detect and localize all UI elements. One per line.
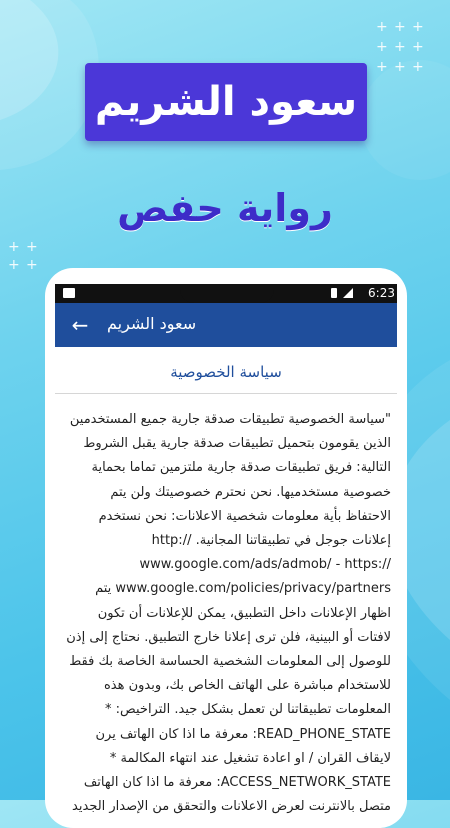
policy-text: "سياسة الخصوصية تطبيقات صدقة جارية جميع المستخدمين الذين يقومون بتحميل تطبيقات صدقة جارية يقبل الشروط التالية: فريق تطبيقات صدقة جارية ملتزمين تماما بحماية خصوصية مستخدميها. نحن نحترم خصوصيتك ولن يتم الاحتفاظ بأية معلومات شخصية الاعلانات: نحن نستخدم إعلانات جوجل في تطبيقاتنا المجانية. http:// www.google.com/ads/admob/ - https:// www.google.com/policies/privacy/partners يتم اظهار الإعلانات داخل التطبيق، يمكن للإعلانات أن تكون لافتات أو البينية، فلن ترى إعلانا خارج التطبيق. نحتاج إلى إذن للوصول إلى المعلومات الشخصية الحساسة الخاصة بك فقط للاستخدام مباشرة على الهاتف الخاص بك، وبدون هذه المعلومات تطبيقاتنا لن تعمل بشكل جيد. التراخيص: * READ_PHONE_STATE: معرفة ما اذا كان الهاتف يرن لايقاف القران / او اعادة تشغيل عند انتهاء المكالمة * ACCESS_NETWORK_STATE: معرفة ما اذا كان الهاتف متصل بالانترنت لعرض الاعلانات والتحقق من الإصدار الجديد xyxy=(66,412,391,814)
status-bar xyxy=(55,284,397,303)
app-bar xyxy=(55,303,397,347)
plus-decoration-icon: + xyxy=(394,39,406,55)
title-banner xyxy=(85,63,367,141)
signal-icon xyxy=(343,288,353,298)
plus-decoration-icon: + xyxy=(412,19,424,35)
plus-decoration-icon: + xyxy=(412,59,424,75)
banner-subtitle: رواية حفص xyxy=(117,186,333,230)
privacy-content xyxy=(55,347,397,814)
banner-title: سعود الشريم xyxy=(94,79,358,125)
plus-decoration-icon: + xyxy=(8,239,20,255)
plus-decoration-icon: + xyxy=(376,59,388,75)
plus-decoration-icon: + xyxy=(394,19,406,35)
phone-screen xyxy=(55,284,397,814)
plus-decoration-icon: + xyxy=(376,39,388,55)
plus-decoration-icon: + xyxy=(412,39,424,55)
plus-decoration-icon: + xyxy=(394,59,406,75)
battery-icon xyxy=(331,288,337,298)
plus-decoration-icon: + xyxy=(26,257,38,273)
plus-decoration-icon: + xyxy=(376,19,388,35)
page-title: سياسة الخصوصية xyxy=(170,363,282,381)
app-bar-title: سعود الشريم xyxy=(107,314,197,333)
status-time: 6:23 xyxy=(368,286,395,300)
arrow-left-icon[interactable]: ← xyxy=(71,313,89,337)
plus-decoration-icon: + xyxy=(26,239,38,255)
camera-notch xyxy=(180,284,274,303)
notification-icon xyxy=(63,288,75,298)
plus-decoration-icon: + xyxy=(8,257,20,273)
